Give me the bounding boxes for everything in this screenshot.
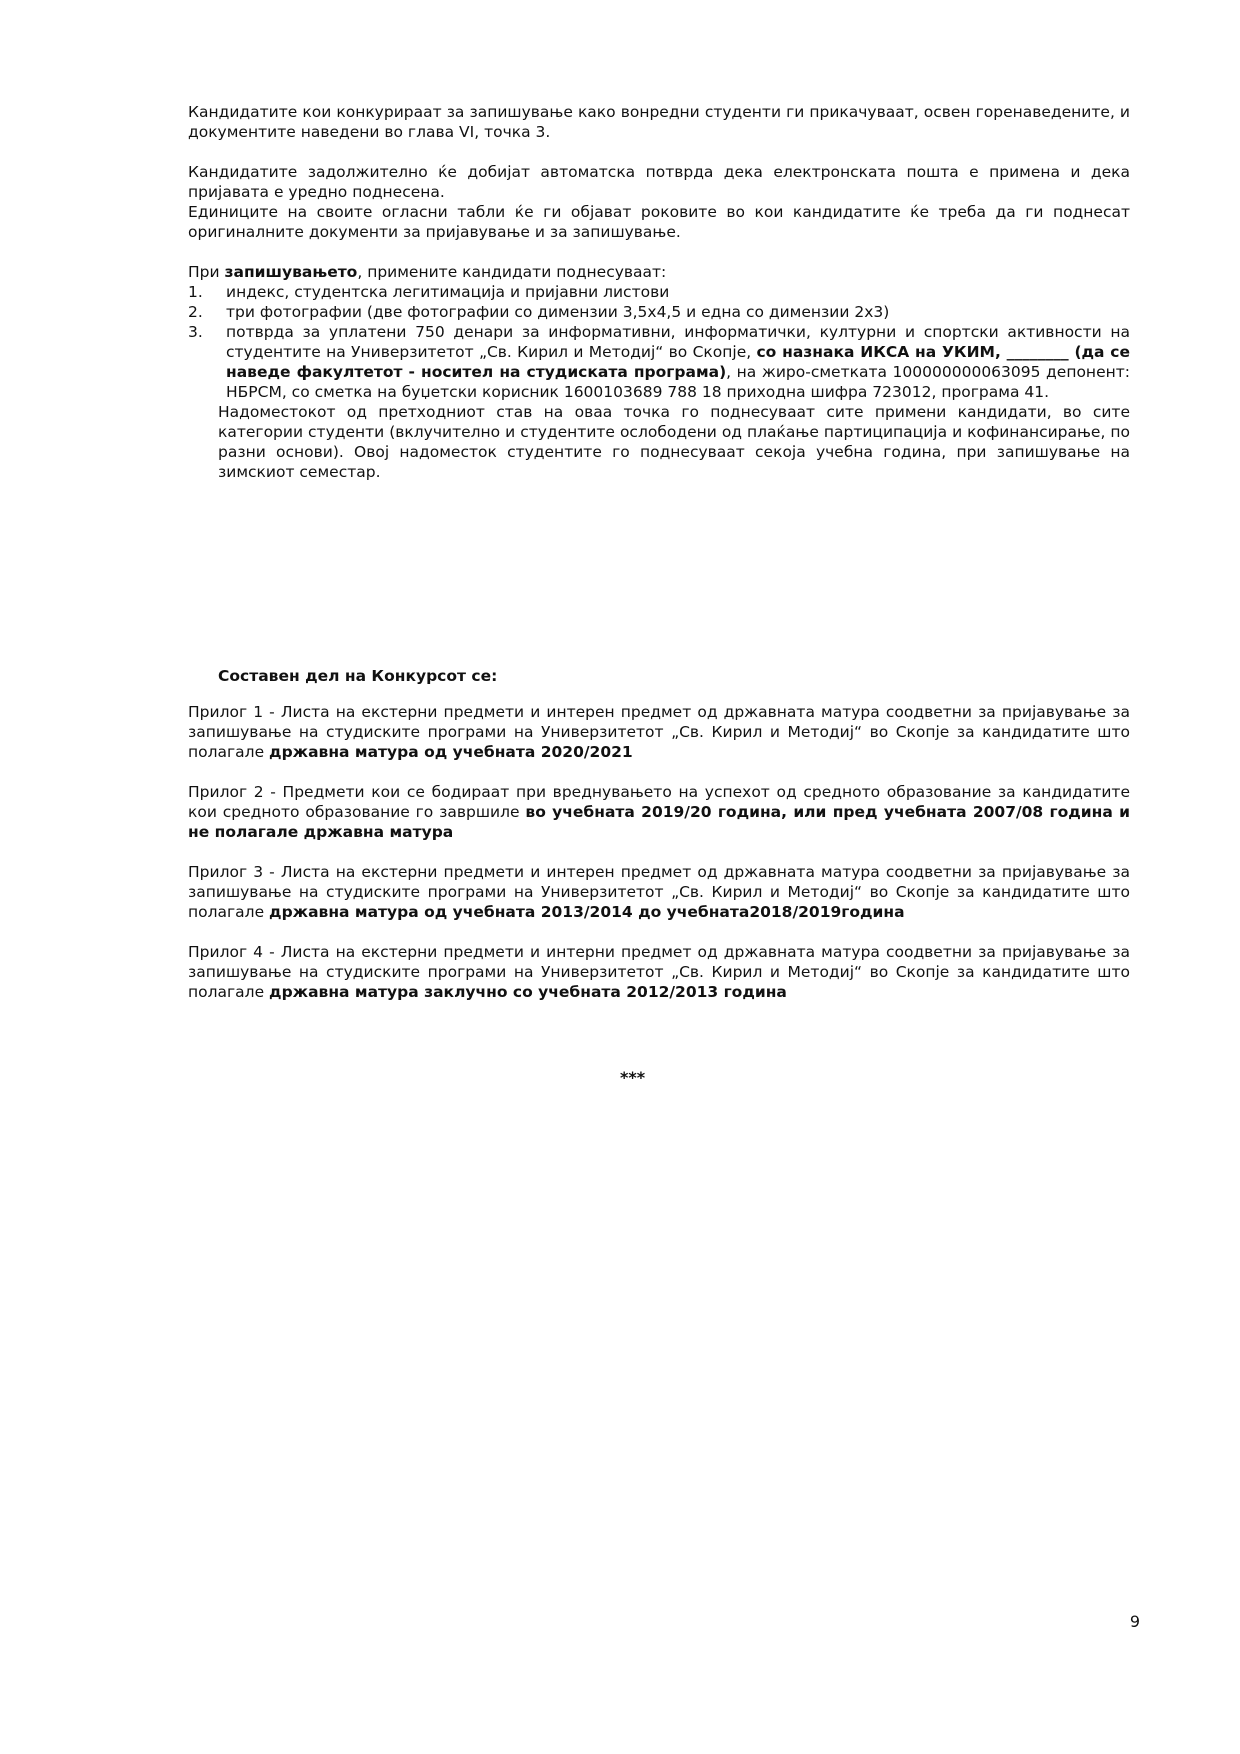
annex-bold-text: државна матура од учебната 2020/2021 <box>269 743 633 761</box>
list-item <box>188 302 1130 322</box>
paragraph-text: Кандидатите кои конкурираат за запишување како вонредни студенти ги прикачуваат, освен горенаведените, и документите наведени во глава VI, точка 3. <box>188 103 1130 141</box>
annex-bold-text: државна матура од учебната 2013/2014 до учебната2018/2019година <box>269 903 905 921</box>
annex-text: Прилог 4 - Листа на екстерни предмети и интерни предмет од државната матура соодветни за пријавување за запишување на студиските програми на Универзитетот „Св. Кирил и Методиј“ во Скопје за кандидатите што полагале државна матура заклучно со учебната 2012/2013 година <box>188 943 1130 1001</box>
annex-text: Прилог 3 - Листа на екстерни предмети и интерен предмет од државната матура соодветни за пријавување за запишување на студиските програми на Универзитетот „Св. Кирил и Методиј“ во Скопје за кандидатите што полагале државна матура од учебната 2013/2014 до учебната2018/2019година <box>188 863 1130 921</box>
annex-4 <box>188 942 1130 1002</box>
annex-bold-text: државна матура заклучно со учебната 2012/2013 година <box>269 983 787 1001</box>
list-item-bold-text: со назнака ИКСА на УКИМ, ________ (да се наведе факултетот - носител на студиската програма) <box>226 343 1130 381</box>
annex-3 <box>188 862 1130 922</box>
list-item-number: 1. <box>188 283 203 301</box>
annexes-heading: Составен дел на Конкурсот се: <box>218 667 498 685</box>
fee-note-paragraph <box>218 402 1130 482</box>
list-item-text: , на жиро-сметката 100000000063095 депонент: НБРСМ, со сметка на буџетски корисник 1600103689 788 18 приходна шифра 723012, програма 41. <box>226 363 1130 401</box>
annex-bold-text: во учебната 2019/20 година, или пред учебната 2007/08 година и не полагале државна матура <box>188 803 1130 841</box>
annex-text: Прилог 1 - Листа на екстерни предмети и интерен предмет од државната матура соодветни за пријавување за запишување на студиските програми на Универзитетот „Св. Кирил и Методиј“ во Скопје за кандидатите што полагале државна матура од учебната 2020/2021 <box>188 703 1130 761</box>
list-item <box>188 282 1130 302</box>
paragraph-text: Кандидатите задолжително ќе добијат автоматска потврда дека електронската пошта е примена и дека пријавата е уредно поднесена. <box>188 163 1130 201</box>
paragraph-text: Надоместокот од претходниот став на оваа точка го поднесуваат сите примени кандидати, во сите категории студенти (вклучително и студентите ослободени од плаќање партиципација и кофинансирање, по разни основи). Овој надоместок студентите го поднесуваат секоја учебна година, при запишување на зимскиот семестар. <box>218 403 1130 481</box>
enrollment-documents-list <box>188 282 1130 402</box>
list-item-text: три фотографии (две фотографии со димензии 3,5x4,5 и една со димензии 2x3) <box>226 303 890 321</box>
list-item-number: 3. <box>188 323 203 341</box>
page-number: 9 <box>1129 1612 1140 1631</box>
list-item-text: индекс, студентска легитимација и пријавни листови <box>226 283 670 301</box>
annex-2 <box>188 782 1130 842</box>
paragraph-text: Единиците на своите огласни табли ќе ги објават роковите во кои кандидатите ќе треба да ги поднесат оригиналните документи за пријавување и за запишување. <box>188 203 1130 241</box>
section-separator: *** <box>620 1068 646 1087</box>
annex-1 <box>188 702 1130 762</box>
paragraph-confirmation <box>188 162 1130 242</box>
list-item-text: потврда за уплатени 750 денари за информативни, информатички, културни и спортски активности на студентите на Универзитетот „Св. Кирил и Методиј“ во Скопје, <box>226 323 1130 361</box>
enrollment-intro-text: При запишувањето, примените кандидати поднесуваат: <box>188 263 667 281</box>
annex-text: Прилог 2 - Предмети кои се бодираат при вреднувањето на успехот од средното образование за кандидатите кои средното образование го завршиле во учебната 2019/20 година, или пред учебната 2007/08 година и не полагале државна матура <box>188 783 1130 841</box>
enrollment-intro <box>188 262 1130 282</box>
list-item-number: 2. <box>188 303 203 321</box>
paragraph-part-time-students <box>188 102 1130 142</box>
list-item <box>188 322 1130 402</box>
enrollment-keyword: запишувањето <box>224 263 358 281</box>
